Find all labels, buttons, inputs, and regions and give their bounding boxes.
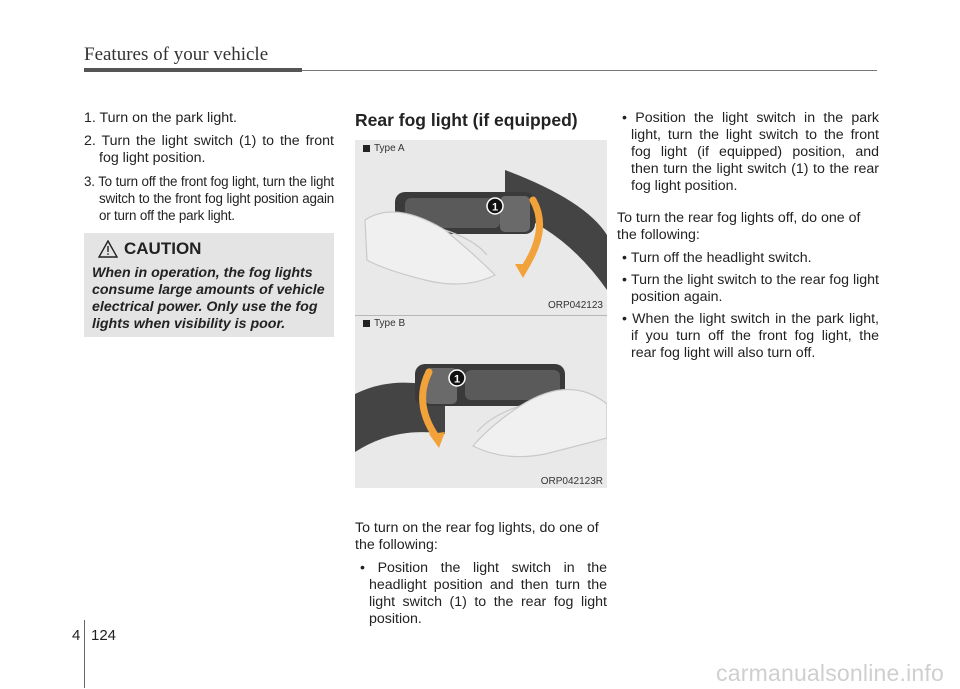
- middle-column-text: [355, 520, 607, 633]
- figure-b-code: ORP042123R: [540, 476, 603, 487]
- rear-fog-on-intro: To turn on the rear fog lights, do one of the following:: [355, 520, 599, 553]
- section-title: Rear fog light (if equipped): [355, 110, 578, 130]
- footer-divider: [84, 620, 85, 688]
- caution-title: CAUTION: [124, 239, 202, 258]
- warning-triangle-icon: [98, 240, 118, 258]
- step-1: 1. Turn on the park light.: [84, 110, 237, 126]
- figure-a-code: ORP042123: [547, 300, 603, 311]
- page-header-title: Features of your vehicle: [84, 44, 269, 65]
- left-column: [84, 110, 334, 230]
- watermark: carmanualsonline.info: [716, 660, 944, 686]
- rear-fog-on-bullet: • Position the light switch in the headlight position and then turn the light switch (1) to the rear fog light position.: [360, 560, 607, 627]
- header-rule: [84, 68, 302, 72]
- chapter-number: 4: [72, 627, 81, 644]
- figure-a-label: Type A: [363, 143, 405, 154]
- step-3: 3. To turn off the front fog light, turn the light switch to the front fog light position again or turn off the park light.: [84, 174, 334, 223]
- page-number: 124: [91, 627, 117, 644]
- bullet-square-icon: [363, 145, 370, 152]
- header-rule-thin: [302, 70, 877, 71]
- bullet-square-icon: [363, 320, 370, 327]
- figure-divider: [355, 315, 607, 316]
- light-switch-illustration-b: [355, 334, 607, 470]
- light-switch-illustration-a: [355, 160, 607, 300]
- callout-1-label: 1: [453, 373, 461, 386]
- right-column: [617, 110, 879, 367]
- caution-header: [98, 239, 201, 259]
- caution-box: [84, 233, 334, 337]
- callout-1-label: 1: [491, 201, 499, 214]
- rear-fog-off-intro: To turn the rear fog lights off, do one of the following:: [617, 210, 861, 243]
- figure-b-label: Type B: [363, 318, 405, 329]
- rear-fog-on-bullet-2: • Position the light switch in the park light, turn the light switch to the front fog light (if equipped) position, and then turn the light switch (1) to the rear fog light position.: [622, 110, 879, 194]
- caution-text: When in operation, the fog lights consume large amounts of vehicle electrical power. Only use the fog lights when visibility is poor.: [92, 265, 325, 332]
- rear-fog-off-bullet-3: • When the light switch in the park light, if you turn off the front fog light, the rear fog light will also turn off.: [622, 311, 879, 361]
- rear-fog-off-bullet-2: • Turn the light switch to the rear fog light position again.: [622, 272, 879, 305]
- figure-panel: [355, 140, 607, 488]
- rear-fog-off-bullet-1: • Turn off the headlight switch.: [622, 250, 812, 266]
- step-2: 2. Turn the light switch (1) to the front fog light position.: [84, 133, 334, 166]
